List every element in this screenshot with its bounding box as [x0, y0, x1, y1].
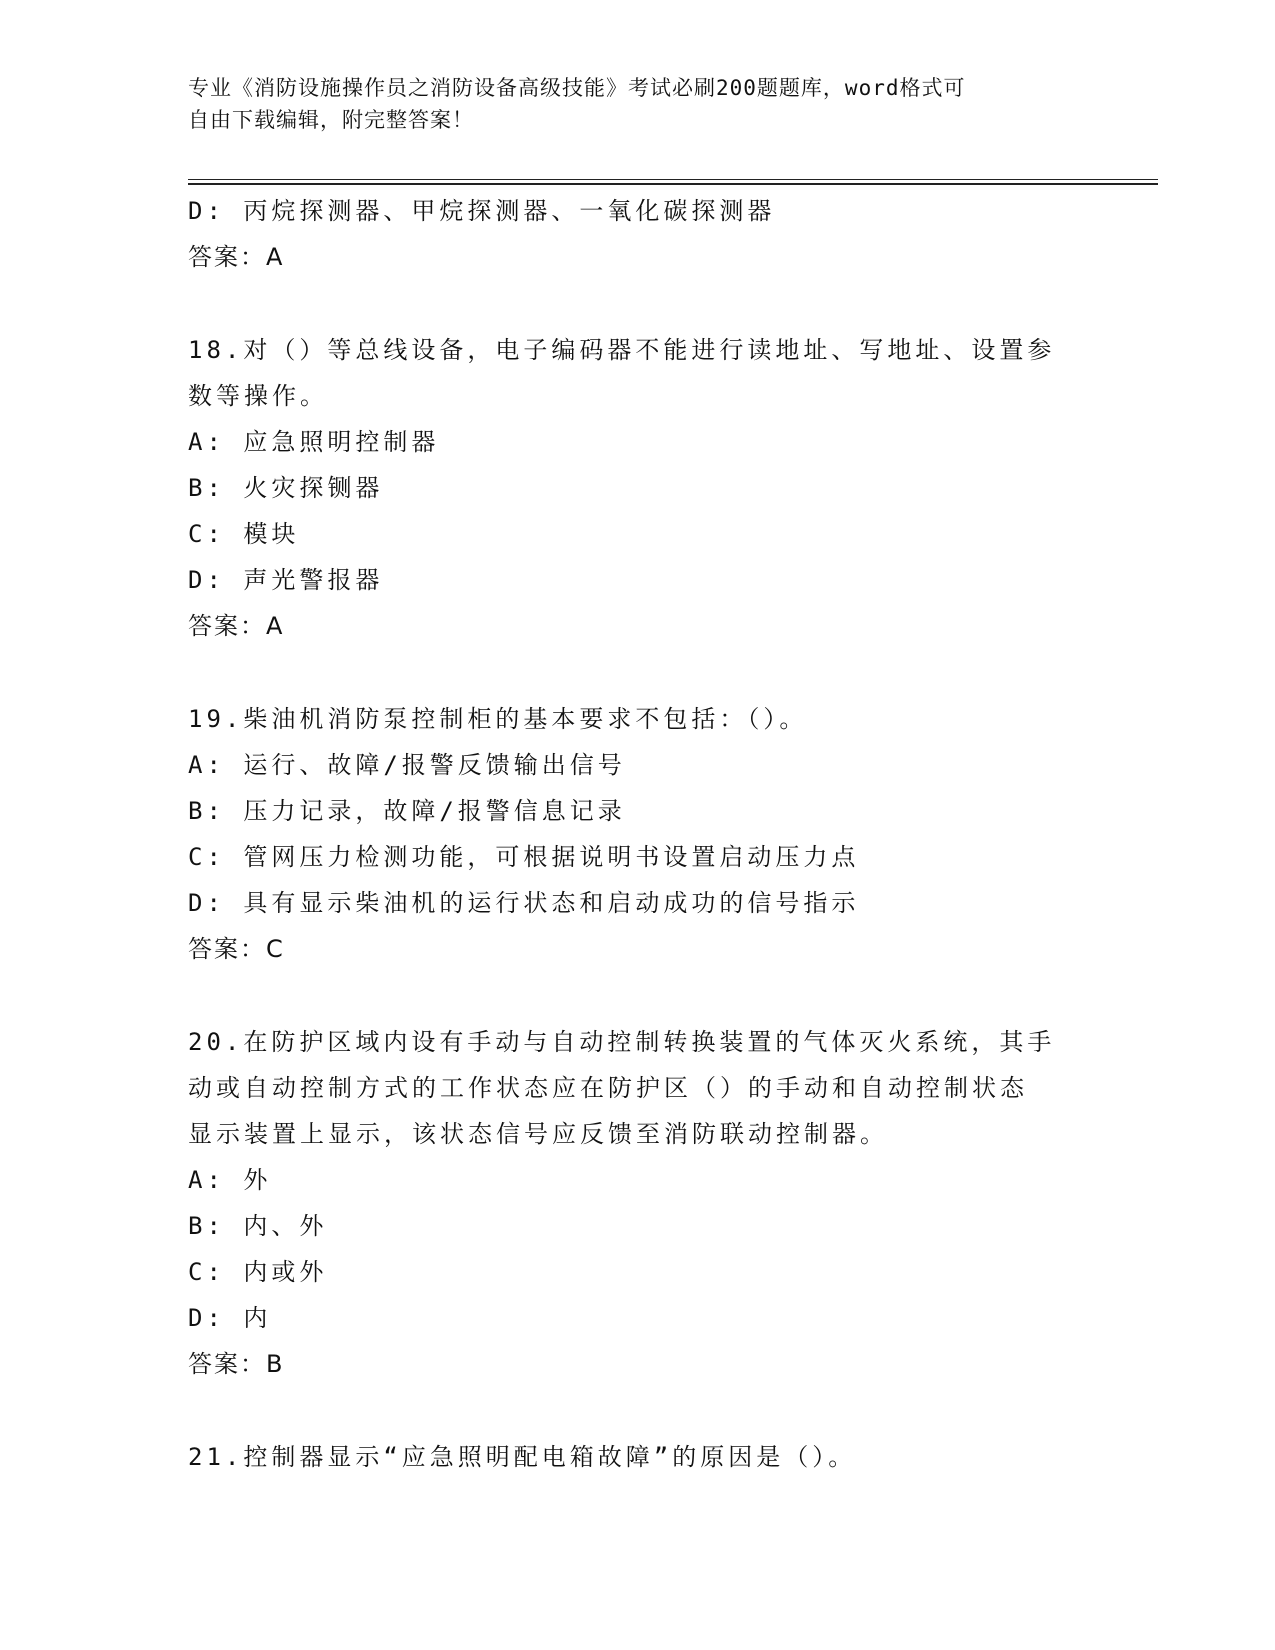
header-divider-thick	[188, 183, 1158, 185]
header-title-line-2: 自由下载编辑，附完整答案！	[188, 108, 474, 132]
option-d: D: 丙烷探测器、甲烷探测器、一氧化碳探测器	[188, 197, 776, 225]
option-b: B: 压力记录，故障/报警信息记录	[188, 797, 626, 825]
header-divider-thin	[188, 179, 1158, 180]
option-b: B: 火灾探铡器	[188, 474, 384, 502]
option-c: C: 管网压力检测功能，可根据说明书设置启动压力点	[188, 843, 860, 871]
answer: 答案：A	[188, 612, 285, 640]
question-19	[188, 696, 1088, 972]
header-title-line-1: 专业《消防设施操作员之消防设备高级技能》考试必刷200题题库，word格式可	[188, 76, 966, 100]
question-21	[188, 1434, 1088, 1480]
spacer	[188, 972, 1088, 1019]
question-list	[188, 188, 1088, 1480]
option-a: A: 运行、故障/报警反馈输出信号	[188, 751, 626, 779]
spacer	[188, 1387, 1088, 1434]
question-18	[188, 327, 1088, 649]
answer: 答案：A	[188, 243, 285, 271]
question-stem: 动或自动控制方式的工作状态应在防护区（）的手动和自动控制状态	[188, 1074, 1028, 1102]
option-c: C: 内或外	[188, 1258, 328, 1286]
question-stem: 20.在防护区域内设有手动与自动控制转换装置的气体灭火系统，其手	[188, 1028, 1056, 1056]
option-d: D: 内	[188, 1304, 272, 1332]
question-stem: 显示装置上显示，该状态信号应反馈至消防联动控制器。	[188, 1120, 888, 1148]
option-a: A: 外	[188, 1166, 272, 1194]
option-a: A: 应急照明控制器	[188, 428, 440, 456]
question-stem: 18.对（）等总线设备，电子编码器不能进行读地址、写地址、设置参	[188, 336, 1056, 364]
question-stem: 19.柴油机消防泵控制柜的基本要求不包括：（）。	[188, 705, 808, 733]
question-stem: 21.控制器显示“应急照明配电箱故障”的原因是（）。	[188, 1443, 857, 1471]
option-b: B: 内、外	[188, 1212, 328, 1240]
spacer	[188, 280, 1088, 327]
option-c: C: 模块	[188, 520, 300, 548]
answer: 答案：B	[188, 1350, 285, 1378]
question-stem: 数等操作。	[188, 382, 328, 410]
option-d: D: 声光警报器	[188, 566, 384, 594]
answer: 答案：C	[188, 935, 285, 963]
spacer	[188, 649, 1088, 696]
page-header	[188, 72, 1088, 136]
question-20	[188, 1019, 1088, 1387]
option-d: D: 具有显示柴油机的运行状态和启动成功的信号指示	[188, 889, 860, 917]
